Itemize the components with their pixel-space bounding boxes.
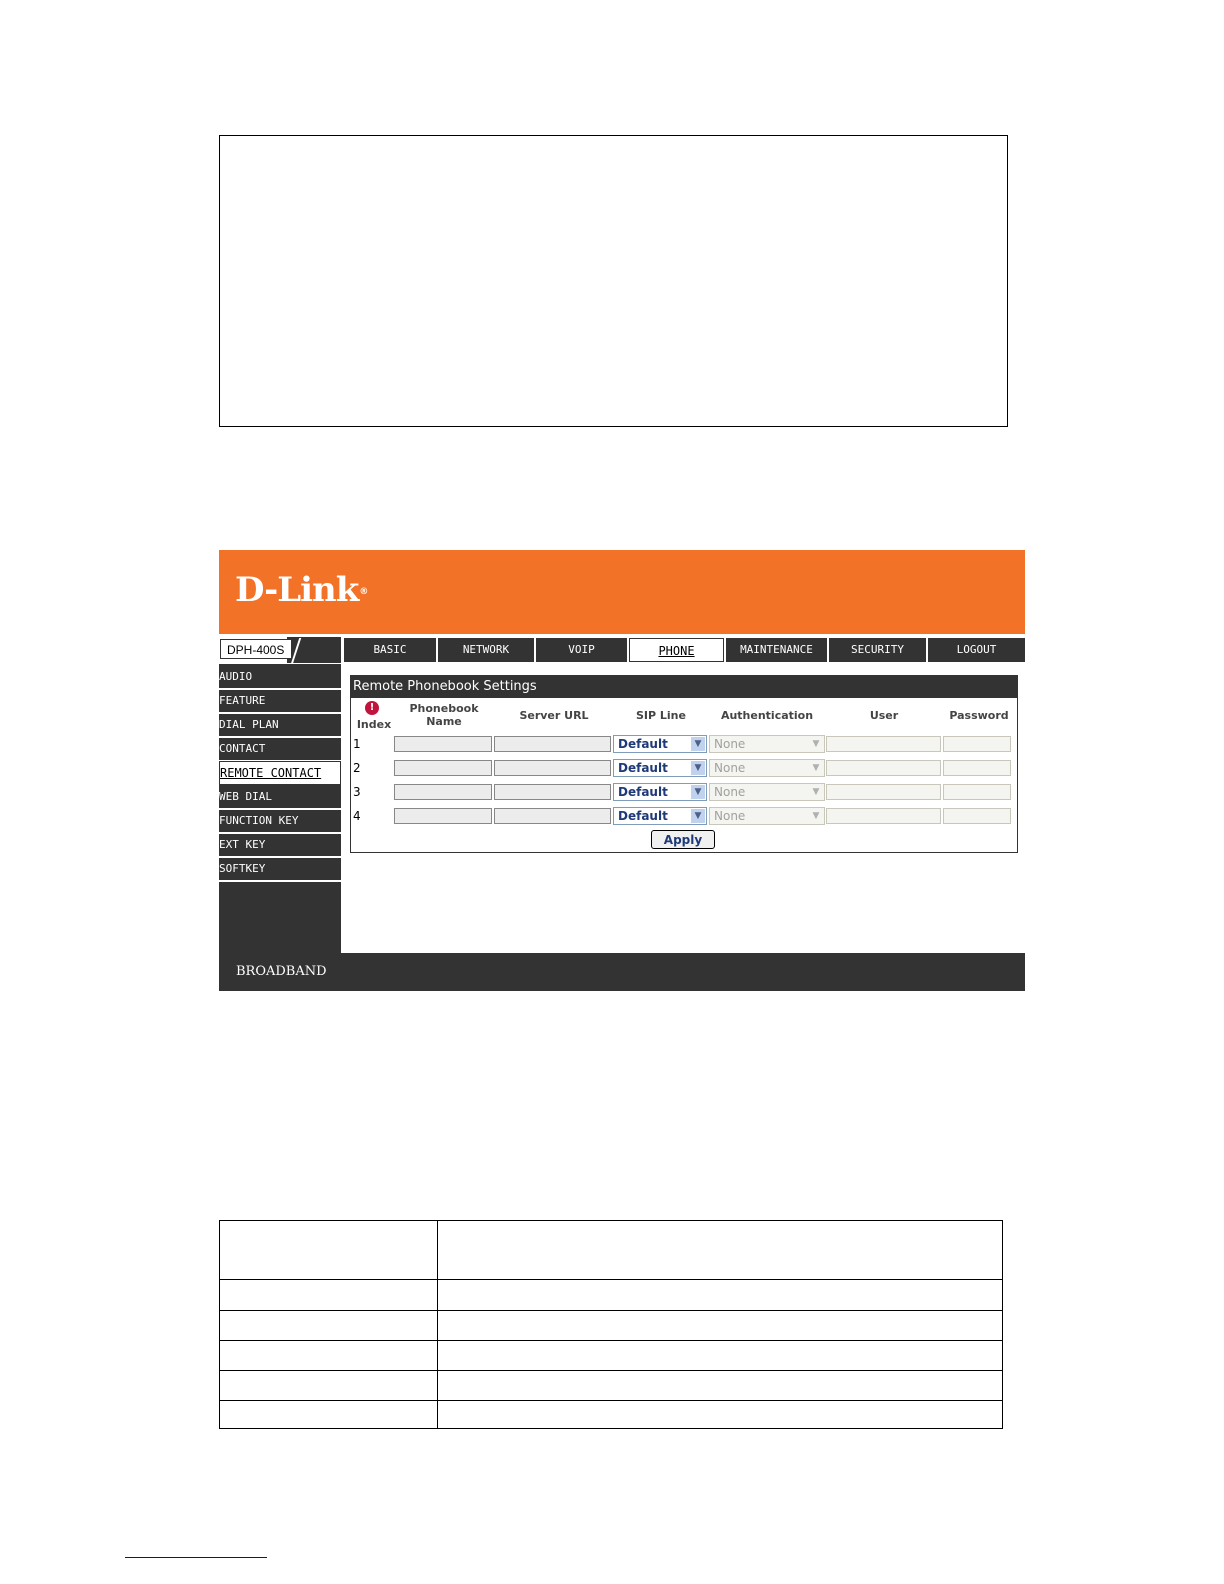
slash-decoration xyxy=(291,638,301,664)
tab-basic[interactable]: BASIC xyxy=(344,638,436,662)
sidebar-item-web-dial[interactable]: WEB DIAL xyxy=(219,786,341,810)
chevron-down-icon: ▼ xyxy=(809,785,823,799)
table-row-divider xyxy=(220,1370,1002,1371)
server-url-input[interactable] xyxy=(494,784,611,800)
col-user: User xyxy=(869,709,899,722)
top-navigation xyxy=(219,637,1025,663)
table-row-divider xyxy=(220,1340,1002,1341)
sip-line-select[interactable] xyxy=(613,807,707,825)
panel-title: Remote Phonebook Settings xyxy=(351,676,1017,698)
col-name-line2: Name xyxy=(426,715,462,728)
web-ui-screenshot xyxy=(219,550,1025,991)
user-input[interactable] xyxy=(826,808,941,824)
authentication-select[interactable] xyxy=(709,759,825,777)
chevron-down-icon: ▼ xyxy=(809,761,823,775)
chevron-down-icon: ▼ xyxy=(809,809,823,823)
row-index: 1 xyxy=(353,737,361,751)
header-banner xyxy=(219,550,1025,634)
authentication-value: None xyxy=(714,761,746,775)
phonebook-name-input[interactable] xyxy=(394,784,492,800)
sip-line-select[interactable] xyxy=(613,783,707,801)
table-column-divider xyxy=(437,1221,438,1428)
col-authentication: Authentication xyxy=(720,709,814,722)
col-server-url: Server URL xyxy=(519,709,589,722)
user-input[interactable] xyxy=(826,736,941,752)
sidebar-item-ext-key[interactable]: EXT KEY xyxy=(219,834,341,858)
model-label: DPH-400S xyxy=(220,639,292,659)
description-table xyxy=(219,1220,1003,1429)
authentication-value: None xyxy=(714,737,746,751)
tab-logout[interactable]: LOGOUT xyxy=(928,638,1025,662)
authentication-value: None xyxy=(714,785,746,799)
sidebar-item-softkey[interactable]: SOFTKEY xyxy=(219,858,341,882)
remote-phonebook-panel xyxy=(350,675,1018,853)
logo-text: D-Link xyxy=(235,570,359,610)
col-name-line1: Phonebook xyxy=(409,702,479,715)
apply-button[interactable]: Apply xyxy=(651,830,715,849)
dlink-logo xyxy=(235,570,366,610)
chevron-down-icon: ▼ xyxy=(691,809,705,823)
empty-frame xyxy=(219,135,1008,427)
sidebar-item-remote-contact[interactable]: REMOTE CONTACT xyxy=(219,761,341,785)
sip-line-select[interactable] xyxy=(613,759,707,777)
col-phonebook-name xyxy=(395,702,493,728)
sidebar-item-dial-plan[interactable]: DIAL PLAN xyxy=(219,714,341,738)
sip-line-value: Default xyxy=(618,761,668,775)
user-input[interactable] xyxy=(826,784,941,800)
password-input[interactable] xyxy=(943,784,1011,800)
password-input[interactable] xyxy=(943,760,1011,776)
row-index: 2 xyxy=(353,761,361,775)
authentication-value: None xyxy=(714,809,746,823)
tab-phone[interactable]: PHONE xyxy=(629,638,724,662)
chevron-down-icon: ▼ xyxy=(809,737,823,751)
sidebar-item-function-key[interactable]: FUNCTION KEY xyxy=(219,810,341,834)
phonebook-name-input[interactable] xyxy=(394,808,492,824)
model-divider xyxy=(287,637,341,663)
table-row-divider xyxy=(220,1400,1002,1401)
tab-security[interactable]: SECURITY xyxy=(829,638,926,662)
hyperlink-underline[interactable] xyxy=(125,1557,267,1558)
chevron-down-icon: ▼ xyxy=(691,761,705,775)
table-row-divider xyxy=(220,1279,1002,1280)
col-password: Password xyxy=(949,709,1009,722)
table-row-divider xyxy=(220,1310,1002,1311)
footer-bar xyxy=(219,953,1025,991)
sip-line-select[interactable] xyxy=(613,735,707,753)
authentication-select[interactable] xyxy=(709,807,825,825)
server-url-input[interactable] xyxy=(494,760,611,776)
phonebook-name-input[interactable] xyxy=(394,760,492,776)
password-input[interactable] xyxy=(943,736,1011,752)
footer-text: BROADBAND xyxy=(236,964,327,979)
chevron-down-icon: ▼ xyxy=(691,737,705,751)
sip-line-value: Default xyxy=(618,809,668,823)
alert-icon: ! xyxy=(365,701,379,715)
sidebar xyxy=(219,664,341,953)
registered-mark: ® xyxy=(359,587,368,597)
col-index: Index xyxy=(356,718,392,731)
authentication-select[interactable] xyxy=(709,783,825,801)
col-sip-line: SIP Line xyxy=(636,709,686,722)
row-index: 3 xyxy=(353,785,361,799)
authentication-select[interactable] xyxy=(709,735,825,753)
sidebar-item-audio[interactable]: AUDIO xyxy=(219,666,341,690)
row-index: 4 xyxy=(353,809,361,823)
user-input[interactable] xyxy=(826,760,941,776)
chevron-down-icon: ▼ xyxy=(691,785,705,799)
sip-line-value: Default xyxy=(618,785,668,799)
password-input[interactable] xyxy=(943,808,1011,824)
server-url-input[interactable] xyxy=(494,736,611,752)
tab-maintenance[interactable]: MAINTENANCE xyxy=(726,638,827,662)
phonebook-name-input[interactable] xyxy=(394,736,492,752)
tab-voip[interactable]: VOIP xyxy=(536,638,627,662)
tab-network[interactable]: NETWORK xyxy=(438,638,534,662)
sidebar-item-feature[interactable]: FEATURE xyxy=(219,690,341,714)
sidebar-item-contact[interactable]: CONTACT xyxy=(219,738,341,762)
server-url-input[interactable] xyxy=(494,808,611,824)
sip-line-value: Default xyxy=(618,737,668,751)
